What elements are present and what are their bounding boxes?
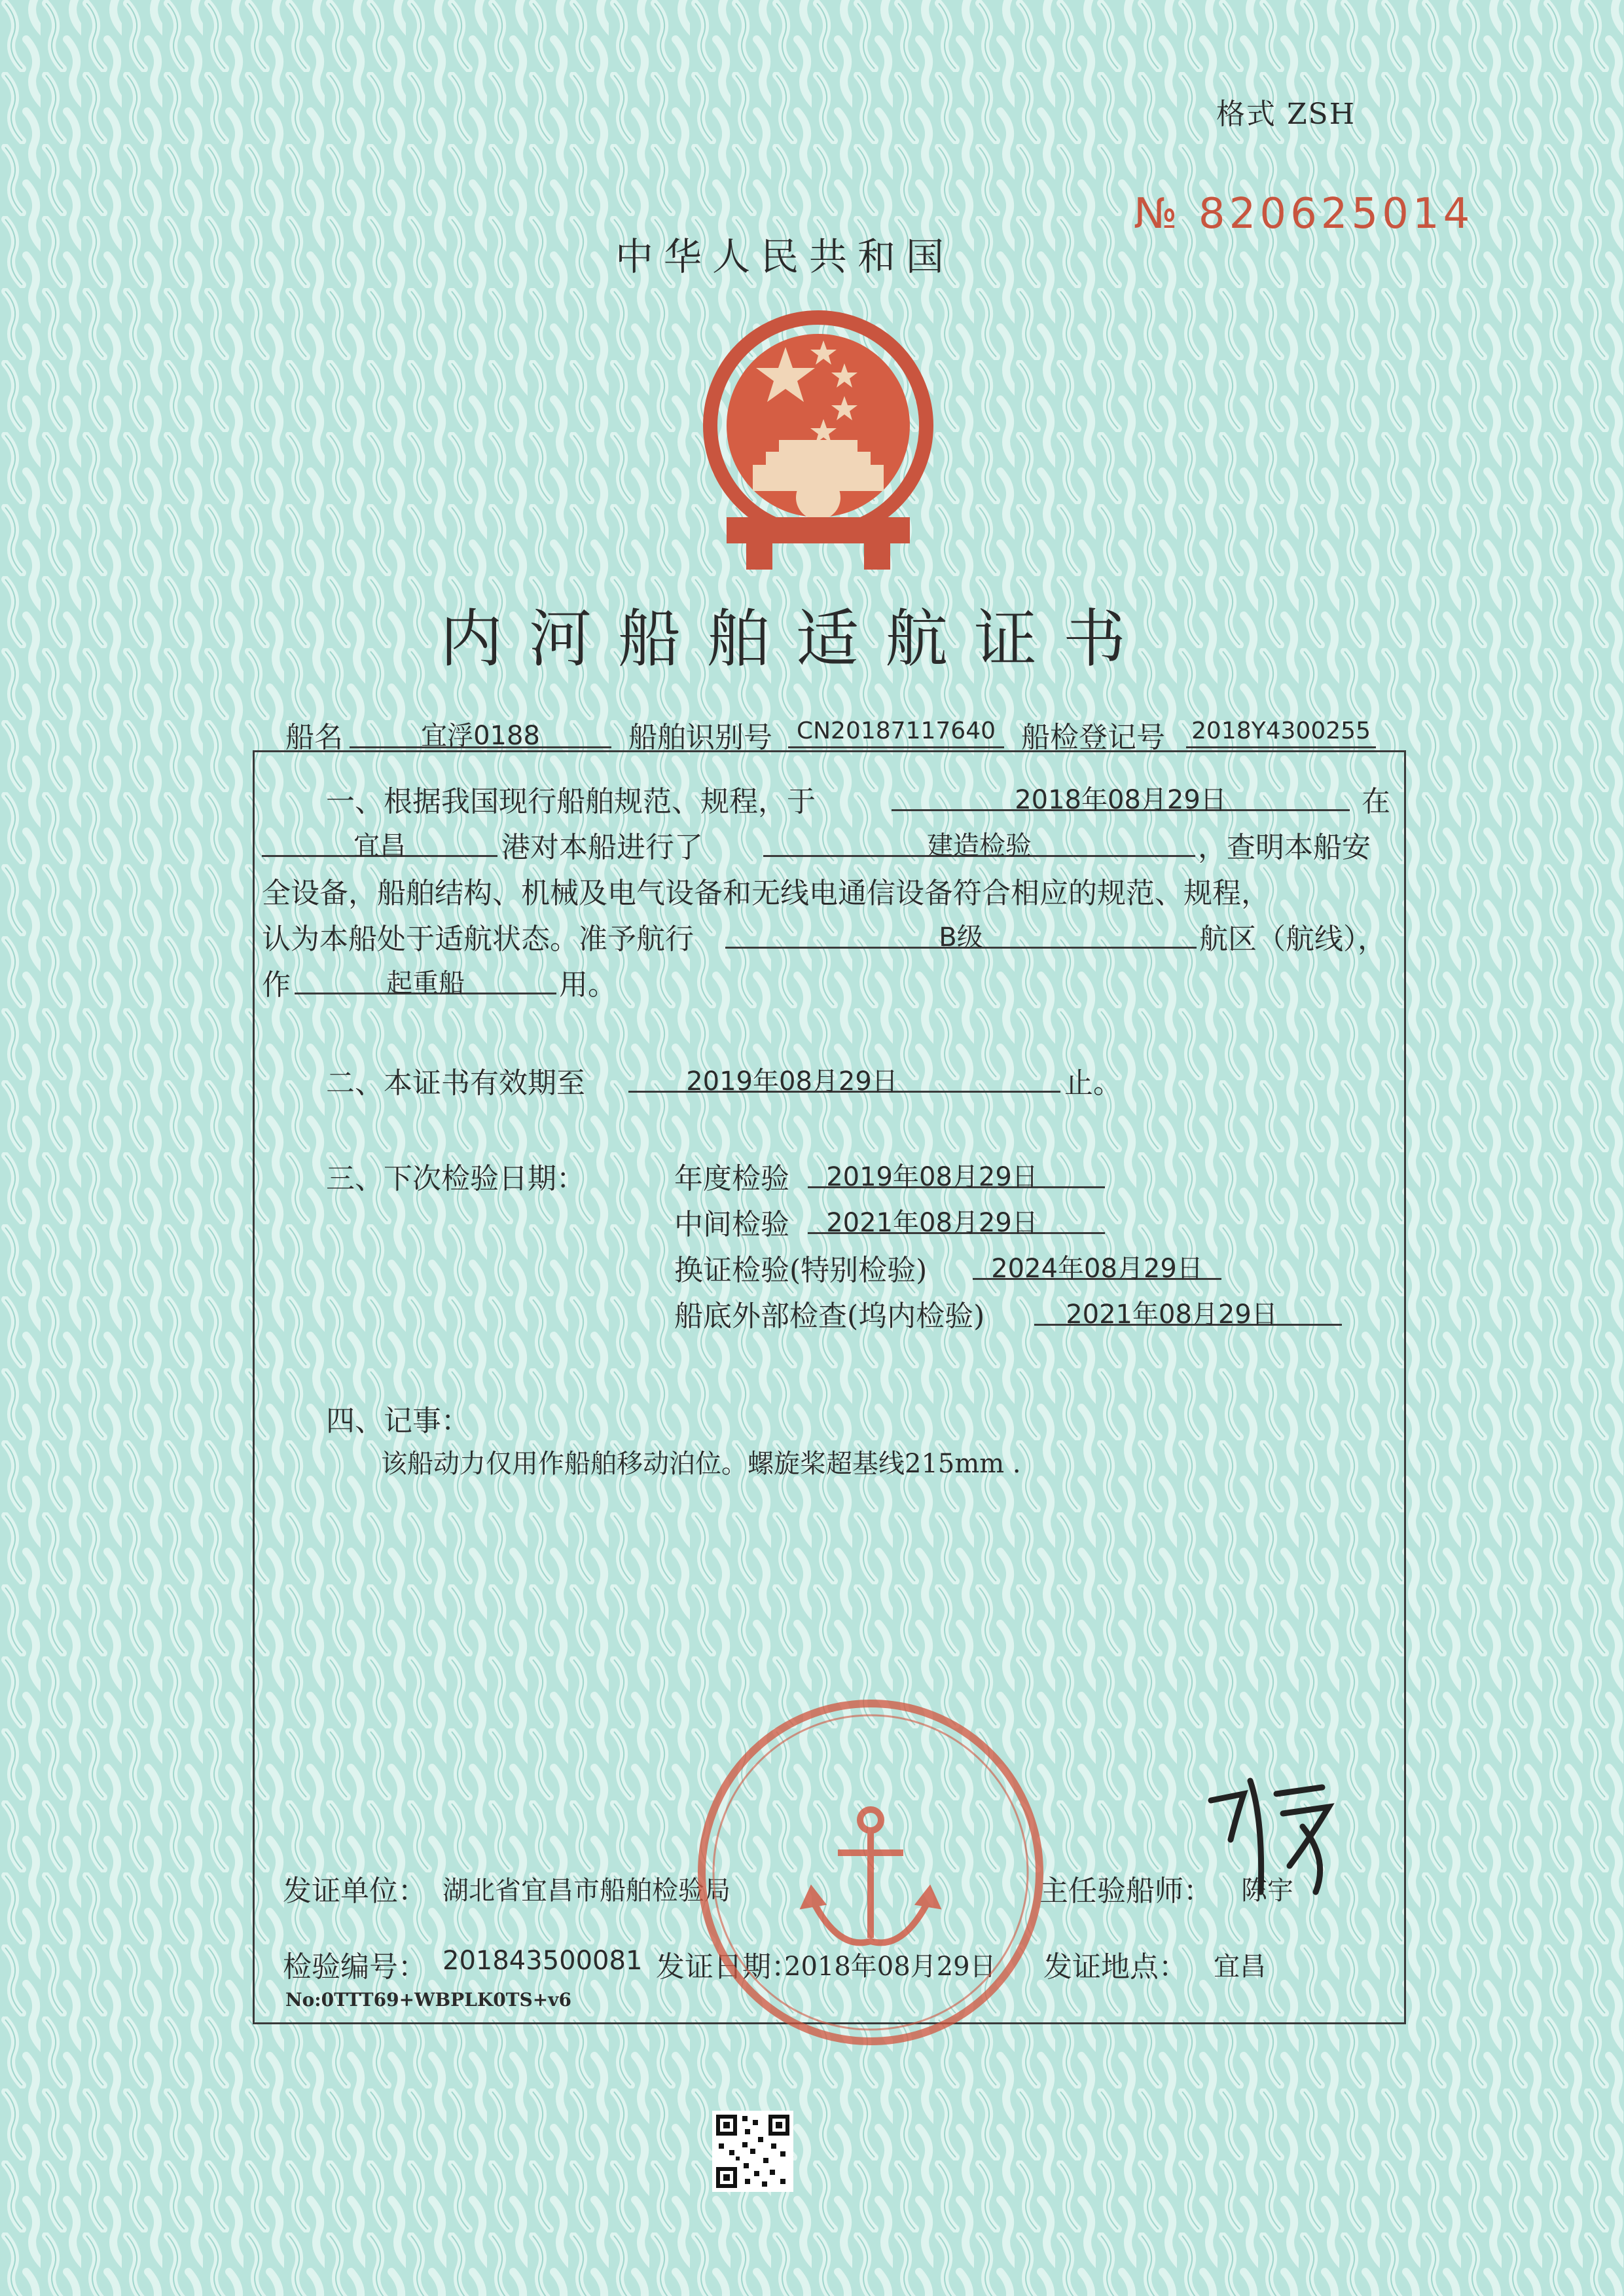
issuer-value: 湖北省宜昌市船舶检验局	[442, 1876, 731, 1906]
survey-number-label: 检验编号：	[283, 1950, 427, 1984]
surveyor-value: 陈宇	[1241, 1876, 1293, 1906]
renewal-survey-label: 换证检验(特别检验)	[674, 1254, 928, 1287]
national-emblem-icon	[681, 301, 956, 576]
valid-until-date: 2019年08月29日	[686, 1066, 898, 1097]
section3-title: 三、下次检验日期：	[326, 1162, 585, 1195]
security-code: No:0TTT69+WBPLK0TS+v6	[285, 1989, 571, 2011]
inspection-port: 宜昌	[353, 831, 406, 861]
bottom-survey-date: 2021年08月29日	[1066, 1300, 1278, 1330]
section1-line5-suffix: 用。	[559, 968, 617, 1002]
ship-id-label: 船舶识别号	[628, 721, 772, 754]
section1-line4-suffix: 航区（航线），	[1199, 922, 1386, 956]
section1-line4-prefix: 认为本船处于适航状态。准予航行	[262, 922, 694, 956]
surveyor-label: 主任验船师：	[1039, 1874, 1212, 1908]
intermediate-survey-date: 2021年08月29日	[826, 1208, 1038, 1238]
issuer-label: 发证单位：	[283, 1874, 427, 1908]
registration-label: 船检登记号	[1021, 721, 1165, 754]
section4-title: 四、记事：	[326, 1404, 470, 1438]
annual-survey-date: 2019年08月29日	[826, 1162, 1038, 1192]
section1-line2-suffix: ，查明本船安	[1198, 831, 1371, 864]
country-name: 中华人民共和国	[615, 234, 955, 279]
section1-line1-prefix: 一、根据我国现行船舶规范、规程，于	[326, 785, 816, 818]
section1-line2-mid: 港对本船进行了	[501, 831, 703, 864]
registration-value: 2018Y4300255	[1191, 718, 1371, 744]
intermediate-survey-label: 中间检验	[674, 1208, 789, 1241]
ship-usage: 起重船	[386, 968, 465, 998]
section1-line1-suffix: 在	[1362, 785, 1390, 818]
inspection-date: 2018年08月29日	[1015, 785, 1227, 815]
inspection-type: 建造检验	[927, 831, 1032, 861]
signature-icon	[1198, 1768, 1355, 1899]
navigation-area: B级	[939, 922, 983, 953]
issue-date-label: 发证日期：	[656, 1950, 800, 1984]
bottom-survey-label: 船底外部检查(坞内检验)	[674, 1300, 985, 1333]
section1-line3: 全设备，船舶结构、机械及电气设备和无线电通信设备符合相应的规范、规程，	[262, 877, 1270, 910]
certificate-title: 内河船舶适航证书	[440, 602, 1152, 676]
format-label: 格式 ZSH	[1216, 98, 1356, 131]
renewal-survey-date: 2024年08月29日	[991, 1254, 1203, 1284]
section1-line5-prefix: 作	[262, 968, 291, 1002]
issue-place-value: 宜昌	[1214, 1952, 1266, 1982]
section2-prefix: 二、本证书有效期至	[326, 1066, 585, 1100]
qr-code-icon	[712, 2111, 793, 2192]
remarks-note: 该船动力仅用作船舶移动泊位。螺旋桨超基线215mm .	[381, 1449, 1021, 1479]
annual-survey-label: 年度检验	[674, 1162, 789, 1195]
issue-date-value: 2018年08月29日	[784, 1952, 996, 1982]
section2-suffix: 止。	[1064, 1066, 1122, 1100]
issue-place-label: 发证地点：	[1043, 1950, 1187, 1984]
ship-name-label: 船名	[285, 721, 343, 754]
serial-number: № 820625014	[1134, 190, 1474, 238]
ship-name-value: 宜浮0188	[421, 721, 540, 751]
official-seal-icon	[687, 1689, 1054, 2056]
survey-number-value: 201843500081	[442, 1946, 643, 1976]
ship-id-value: CN20187117640	[796, 718, 996, 744]
